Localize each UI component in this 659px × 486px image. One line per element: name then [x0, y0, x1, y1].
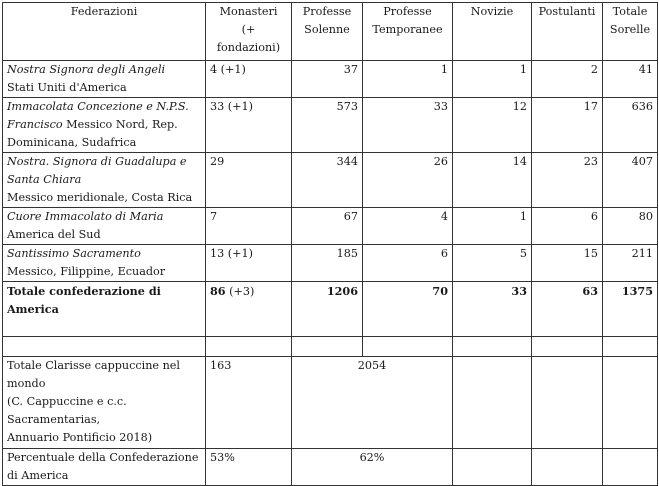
- postulanti-cell: 15: [532, 245, 603, 282]
- federation-region: Messico, Filippine, Ecuador: [7, 265, 166, 278]
- world-sorelle-cell: 2054: [292, 357, 453, 449]
- empty-cell: [453, 337, 532, 357]
- total-monasteri-value: 86: [210, 284, 226, 298]
- federation-name: Immacolata Concezione e N.P.S. Francisco: [7, 100, 189, 131]
- solenne-cell: 573: [292, 98, 363, 153]
- temporanee-cell: 6: [363, 245, 453, 282]
- monasteri-cell: 29: [206, 153, 292, 208]
- total-label: Totale confederazione di America: [3, 282, 206, 337]
- header-monasteri-line2: (+: [241, 23, 256, 36]
- header-professe-solenne-line2: Solenne: [304, 23, 350, 36]
- monasteri-cell: 7: [206, 208, 292, 245]
- table-row: [3, 98, 658, 153]
- header-professe-temporanee: [363, 3, 453, 61]
- header-professe-solenne: [292, 3, 363, 61]
- percentage-label: Percentuale della Confederazione di America: [3, 449, 206, 486]
- totale-cell: 636: [603, 98, 658, 153]
- header-professe-temporanee-line2: Temporanee: [372, 23, 443, 36]
- header-totale-line1: Totale: [612, 5, 648, 18]
- empty-cell: [603, 449, 658, 486]
- novizie-cell: 1: [453, 61, 532, 98]
- monasteri-cell: 4 (+1): [206, 61, 292, 98]
- empty-cell: [532, 357, 603, 449]
- federation-region: Messico Nord, Rep. Dominicana, Sudafrica: [7, 118, 178, 149]
- totale-cell: 80: [603, 208, 658, 245]
- total-monasteri-cell: [206, 282, 292, 337]
- empty-cell: [453, 449, 532, 486]
- federation-name: Nostra Signora degli Angeli: [7, 63, 166, 76]
- table-row: [3, 208, 658, 245]
- federation-region: Stati Uniti d'America: [7, 81, 127, 94]
- header-novizie: Novizie: [453, 3, 532, 61]
- federation-cell: [3, 61, 206, 98]
- novizie-cell: 5: [453, 245, 532, 282]
- header-postulanti: Postulanti: [532, 3, 603, 61]
- empty-cell: [453, 357, 532, 449]
- totale-cell: 211: [603, 245, 658, 282]
- novizie-cell: 12: [453, 98, 532, 153]
- federation-region: America del Sud: [7, 228, 101, 241]
- world-total-line3: Annuario Pontificio 2018): [7, 431, 153, 444]
- postulanti-cell: 6: [532, 208, 603, 245]
- empty-cell: [363, 337, 453, 357]
- novizie-cell: 14: [453, 153, 532, 208]
- temporanee-cell: 26: [363, 153, 453, 208]
- solenne-cell: 37: [292, 61, 363, 98]
- percentage-row: [3, 449, 658, 486]
- total-novizie-cell: 33: [453, 282, 532, 337]
- temporanee-cell: 1: [363, 61, 453, 98]
- header-totale-sorelle: [603, 3, 658, 61]
- table-row: [3, 153, 658, 208]
- empty-cell: [603, 357, 658, 449]
- empty-cell: [3, 337, 206, 357]
- totale-cell: 41: [603, 61, 658, 98]
- federation-name: Santissimo Sacramento: [7, 247, 141, 260]
- federation-cell: [3, 208, 206, 245]
- total-postulanti-cell: 63: [532, 282, 603, 337]
- table-row: [3, 245, 658, 282]
- federation-cell: [3, 98, 206, 153]
- total-row: [3, 282, 658, 337]
- monasteri-cell: 13 (+1): [206, 245, 292, 282]
- postulanti-cell: 23: [532, 153, 603, 208]
- solenne-cell: 344: [292, 153, 363, 208]
- percentage-sorelle-cell: 62%: [292, 449, 453, 486]
- federation-region: Messico meridionale, Costa Rica: [7, 191, 193, 204]
- world-total-line2: (C. Cappuccine e c.c. Sacramentarias,: [7, 395, 127, 426]
- world-total-line1: Totale Clarisse cappuccine nel mondo: [7, 359, 181, 390]
- total-monasteri-fondazioni: (+3): [225, 285, 255, 298]
- totale-cell: 407: [603, 153, 658, 208]
- solenne-cell: 185: [292, 245, 363, 282]
- header-monasteri-line3: fondazioni): [216, 41, 281, 54]
- empty-cell: [532, 449, 603, 486]
- monasteri-cell: 33 (+1): [206, 98, 292, 153]
- empty-cell: [292, 337, 363, 357]
- world-total-label: [3, 357, 206, 449]
- empty-cell: [532, 337, 603, 357]
- temporanee-cell: 4: [363, 208, 453, 245]
- table-row: [3, 61, 658, 98]
- empty-cell: [603, 337, 658, 357]
- federation-name: Cuore Immacolato di Maria: [7, 210, 164, 223]
- total-solenne-cell: 1206: [292, 282, 363, 337]
- total-totale-cell: 1375: [603, 282, 658, 337]
- header-federazioni: Federazioni: [3, 3, 206, 61]
- postulanti-cell: 17: [532, 98, 603, 153]
- world-total-row: [3, 357, 658, 449]
- world-monasteri-cell: 163: [206, 357, 292, 449]
- empty-cell: [206, 337, 292, 357]
- header-totale-line2: Sorelle: [609, 23, 651, 36]
- total-temporanee-cell: 70: [363, 282, 453, 337]
- federation-cell: [3, 245, 206, 282]
- header-professe-temporanee-line1: Professe: [383, 5, 432, 18]
- empty-row: [3, 337, 658, 357]
- header-row: [3, 3, 658, 61]
- federation-name: Nostra. Signora di Guadalupa e Santa Chiara: [7, 155, 187, 186]
- percentage-monasteri-cell: 53%: [206, 449, 292, 486]
- solenne-cell: 67: [292, 208, 363, 245]
- header-monasteri: [206, 3, 292, 61]
- header-professe-solenne-line1: Professe: [302, 5, 352, 18]
- confederation-statistics-table: [2, 2, 658, 486]
- header-monasteri-line1: Monasteri: [219, 5, 278, 18]
- novizie-cell: 1: [453, 208, 532, 245]
- temporanee-cell: 33: [363, 98, 453, 153]
- federation-cell: [3, 153, 206, 208]
- postulanti-cell: 2: [532, 61, 603, 98]
